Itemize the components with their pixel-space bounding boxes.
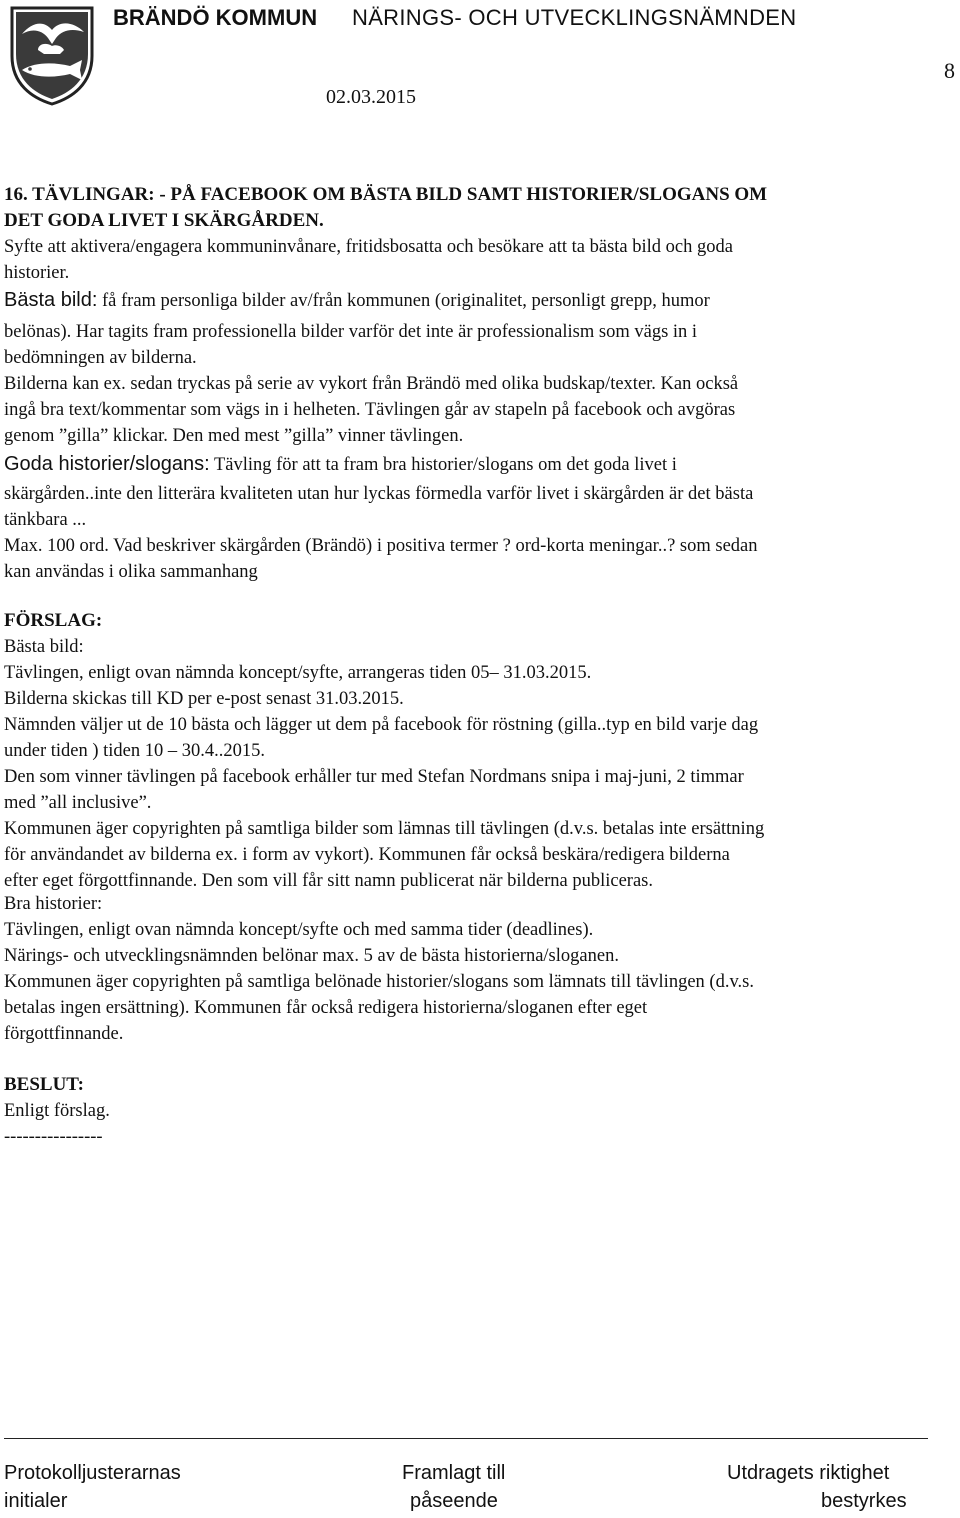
footer-signers-sublabel: initialer — [4, 1490, 68, 1512]
best-photo-line-4: Bilderna kan ex. sedan tryckas på serie av vykort från Brändö med olika budskap/texter. Kan också — [4, 374, 739, 394]
separator: ---------------- — [4, 1127, 103, 1147]
stories-line-3: tänkbara ... — [4, 510, 87, 530]
stories-label: Goda historier/slogans: — [4, 453, 210, 475]
footer-certified-sublabel: bestyrkes — [821, 1490, 907, 1512]
page-number: 8 — [944, 58, 955, 83]
proposal-line: förgottfinnande. — [4, 1024, 124, 1044]
proposal-line: Kommunen äger copyrighten på samtliga bilder som lämnas till tävlingen (d.v.s. betalas inte ersättning — [4, 819, 765, 839]
proposal-line: Den som vinner tävlingen på facebook erhåller tur med Stefan Nordmans snipa i maj-juni, 2 timmar — [4, 767, 744, 787]
footer-certified-label: Utdragets riktighet — [727, 1462, 890, 1484]
proposal-line: Närings- och utvecklingsnämnden belönar max. 5 av de bästa historierna/sloganen. — [4, 946, 619, 966]
section-title-line-1: 16. TÄVLINGAR: - PÅ FACEBOOK OM BÄSTA BILD SAMT HISTORIER/SLOGANS OM — [4, 184, 768, 205]
best-photo-paragraph-line-1 — [4, 290, 710, 311]
proposal-line: med ”all inclusive”. — [4, 793, 152, 813]
best-photo-line-6: genom ”gilla” klickar. Den med mest ”gilla” vinner tävlingen. — [4, 426, 464, 446]
decision-text: Enligt förslag. — [4, 1101, 110, 1121]
decision-heading: BESLUT: — [4, 1074, 84, 1095]
stories-paragraph-line-1 — [4, 454, 677, 475]
best-photo-text: få fram personliga bilder av/från kommunen (originalitet, personligt grepp, humor — [97, 291, 710, 311]
proposal-line: efter eget förgottfinnande. Den som vill får sitt namn publicerat när bilderna publiceras. — [4, 871, 653, 891]
footer-signers-label: Protokolljusterarnas — [4, 1462, 181, 1484]
board-name: NÄRINGS- OCH UTVECKLINGSNÄMNDEN — [352, 5, 797, 30]
purpose-line-2: historier. — [4, 263, 70, 283]
proposal-line: Bästa bild: — [4, 637, 84, 657]
proposal-line: Bra historier: — [4, 894, 103, 914]
proposal-line: betalas ingen ersättning). Kommunen får också redigera historierna/sloganen efter eget — [4, 998, 648, 1018]
footer-presented-sublabel: påseende — [410, 1490, 498, 1512]
stories-line-4: Max. 100 ord. Vad beskriver skärgården (Brändö) i positiva termer ? ord-korta meningar..? som sedan — [4, 536, 758, 556]
footer-presented-label: Framlagt till — [402, 1462, 506, 1484]
proposal-line: Nämnden väljer ut de 10 bästa och lägger ut dem på facebook för röstning (gilla..typ en bild varje dag — [4, 715, 759, 735]
municipality-name: BRÄNDÖ KOMMUN — [113, 5, 318, 30]
stories-text: Tävling för att ta fram bra historier/slogans om det goda livet i — [209, 455, 677, 475]
municipal-coat-of-arms-icon — [8, 4, 96, 106]
stories-line-2: skärgården..inte den litterära kvaliteten utan hur lyckas förmedla varför livet i skärgården är det bästa — [4, 484, 754, 504]
section-title-line-2: DET GODA LIVET I SKÄRGÅRDEN. — [4, 210, 324, 231]
proposal-line: Tävlingen, enligt ovan nämnda koncept/syfte, arrangeras tiden 05– 31.03.2015. — [4, 663, 592, 683]
best-photo-line-2: belönas). Har tagits fram professionella bilder varför det inte är professionalism som vägs in i — [4, 322, 698, 342]
best-photo-label: Bästa bild: — [4, 289, 98, 311]
proposal-line: Tävlingen, enligt ovan nämnda koncept/syfte och med samma tider (deadlines). — [4, 920, 594, 940]
proposal-heading: FÖRSLAG: — [4, 610, 103, 631]
best-photo-line-3: bedömningen av bilderna. — [4, 348, 197, 368]
purpose-line-1: Syfte att aktivera/engagera kommuninvånare, fritidsbosatta och besökare att ta bästa bild och goda — [4, 237, 733, 257]
meeting-date: 02.03.2015 — [326, 86, 416, 108]
proposal-line: under tiden ) tiden 10 – 30.4..2015. — [4, 741, 266, 761]
best-photo-line-5: ingå bra text/kommentar som vägs in i helheten. Tävlingen går av stapeln på facebook och avgöras — [4, 400, 736, 420]
stories-line-5: kan användas i olika sammanhang — [4, 562, 258, 582]
footer-rule — [4, 1438, 928, 1439]
proposal-line: för användandet av bilderna ex. i form av vykort). Kommunen får också beskära/redigera bilderna — [4, 845, 730, 865]
proposal-line: Kommunen äger copyrighten på samtliga belönade historier/slogans som lämnats till tävlingen (d.v.s. — [4, 972, 754, 992]
proposal-line: Bilderna skickas till KD per e-post senast 31.03.2015. — [4, 689, 404, 709]
